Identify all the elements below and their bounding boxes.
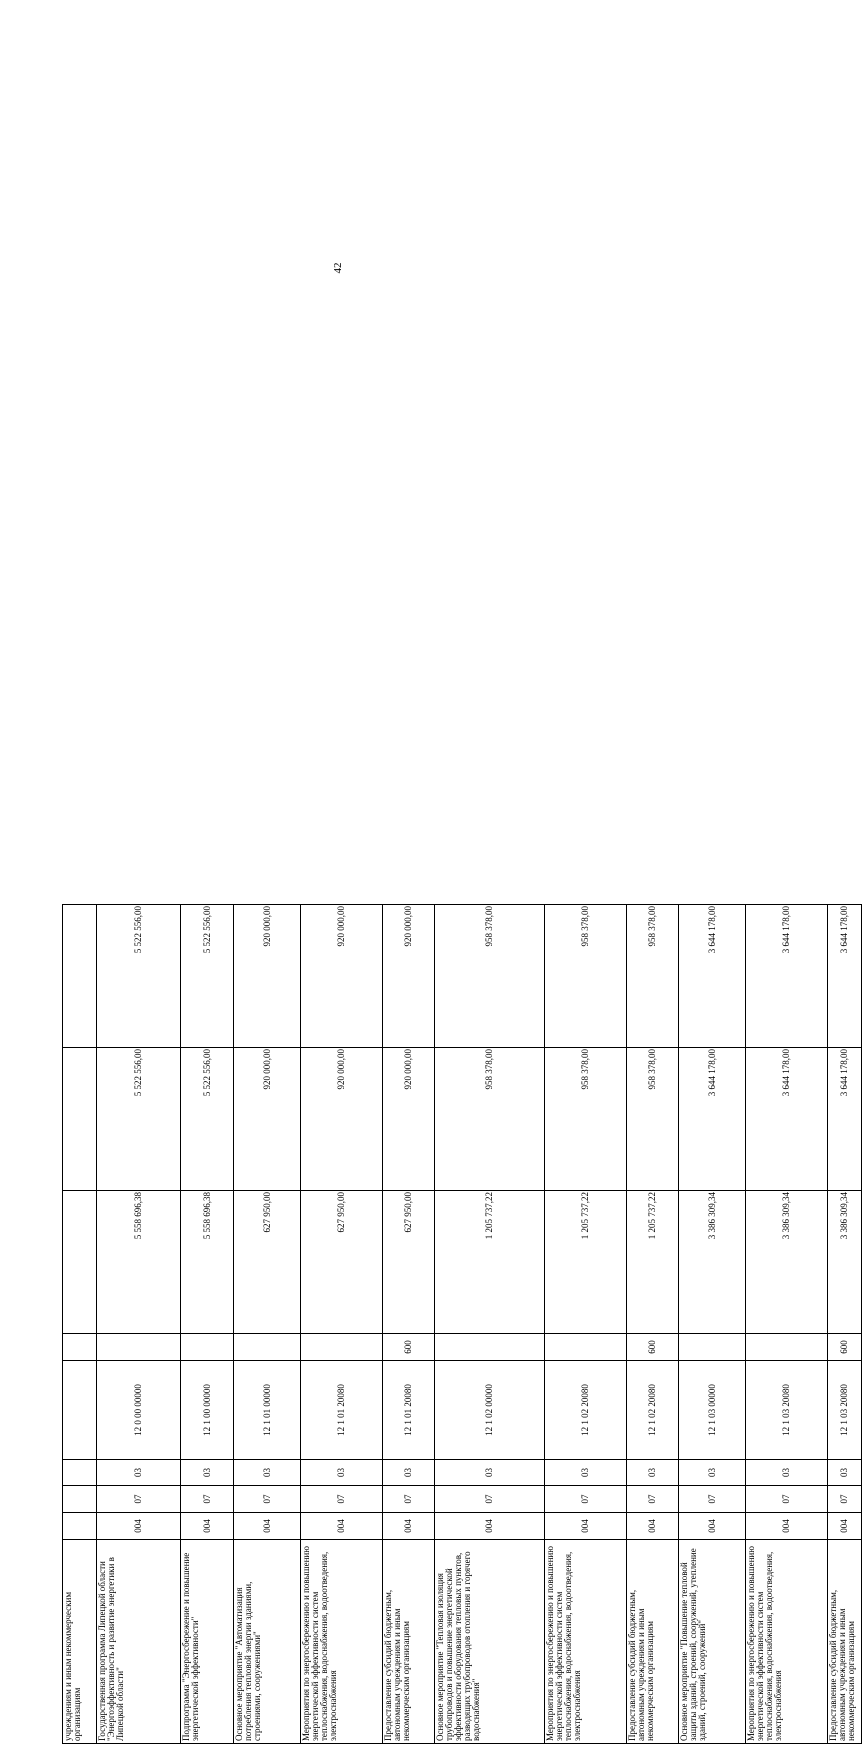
admin-code-cell: 004	[97, 1513, 181, 1540]
amount-3-cell: 920 000,00	[234, 905, 301, 1048]
subsection-code-cell: 03	[181, 1460, 234, 1486]
expense-type-cell: 600	[828, 1334, 862, 1361]
amount-1-cell: 5 558 696,38	[97, 1191, 181, 1334]
section-code-cell	[63, 1486, 97, 1513]
expense-type-cell: 600	[627, 1334, 679, 1361]
row-name-cell: Предоставление субсидий бюджетным, автономным учреждениям и иным некоммерческим организациям	[627, 1540, 679, 1744]
page-number: 42	[332, 262, 344, 274]
expense-type-cell	[63, 1334, 97, 1361]
row-name-cell: Предоставление субсидий бюджетным, автономным учреждениям и иным некоммерческим организациям	[383, 1540, 435, 1744]
section-code-cell: 07	[301, 1486, 383, 1513]
amount-1-cell: 3 386 309,34	[679, 1191, 746, 1334]
table-row	[383, 905, 435, 1744]
section-code-cell: 07	[181, 1486, 234, 1513]
table-row	[679, 905, 746, 1744]
amount-1-cell: 1 205 737,22	[435, 1191, 545, 1334]
table-row	[97, 905, 181, 1744]
admin-code-cell: 004	[828, 1513, 862, 1540]
section-code-cell: 07	[97, 1486, 181, 1513]
table-row	[63, 905, 97, 1744]
section-code-cell: 07	[234, 1486, 301, 1513]
section-code-cell: 07	[383, 1486, 435, 1513]
amount-3-cell: 958 378,00	[627, 905, 679, 1048]
section-code-cell: 07	[828, 1486, 862, 1513]
amount-1-cell: 1 205 737,22	[627, 1191, 679, 1334]
table-row	[234, 905, 301, 1744]
amount-1-cell: 627 950,00	[383, 1191, 435, 1334]
table-row	[301, 905, 383, 1744]
row-name-cell: Государственная программа Липецкой области "Энергоэффективность и развитие энергетики в Липецкой области"	[97, 1540, 181, 1744]
target-article-cell: 12 0 00 00000	[97, 1361, 181, 1460]
amount-3-cell: 920 000,00	[301, 905, 383, 1048]
amount-3-cell: 958 378,00	[435, 905, 545, 1048]
row-name-cell: Основное мероприятие "Повышение тепловой защиты зданий, строений, сооружений, утепление зданий, строений, сооружений"	[679, 1540, 746, 1744]
target-article-cell	[63, 1361, 97, 1460]
amount-3-cell: 5 522 556,00	[97, 905, 181, 1048]
admin-code-cell: 004	[746, 1513, 828, 1540]
section-code-cell: 07	[746, 1486, 828, 1513]
subsection-code-cell: 03	[545, 1460, 627, 1486]
target-article-cell: 12 1 01 20080	[383, 1361, 435, 1460]
subsection-code-cell: 03	[301, 1460, 383, 1486]
amount-1-cell: 3 386 309,34	[828, 1191, 862, 1334]
expense-type-cell	[301, 1334, 383, 1361]
amount-2-cell: 3 644 178,00	[828, 1048, 862, 1191]
amount-1-cell: 627 950,00	[234, 1191, 301, 1334]
target-article-cell: 12 1 03 20080	[828, 1361, 862, 1460]
amount-3-cell: 3 644 178,00	[828, 905, 862, 1048]
admin-code-cell: 004	[301, 1513, 383, 1540]
amount-2-cell: 958 378,00	[435, 1048, 545, 1191]
subsection-code-cell: 03	[746, 1460, 828, 1486]
row-name-cell: Основное мероприятие "Автоматизация потребления тепловой энергии зданиями, строениями, сооружениями"	[234, 1540, 301, 1744]
subsection-code-cell	[63, 1460, 97, 1486]
expense-type-cell	[435, 1334, 545, 1361]
section-code-cell: 07	[627, 1486, 679, 1513]
admin-code-cell: 004	[545, 1513, 627, 1540]
section-code-cell: 07	[435, 1486, 545, 1513]
admin-code-cell	[63, 1513, 97, 1540]
amount-2-cell: 5 522 556,00	[181, 1048, 234, 1191]
amount-1-cell: 1 205 737,22	[545, 1191, 627, 1334]
target-article-cell: 12 1 01 00000	[234, 1361, 301, 1460]
row-name-cell: Мероприятия по энергосбережению и повышению энергетической эффективности систем теплоснабжения, водоснабжения, водоотведения, электроснабжения	[301, 1540, 383, 1744]
amount-2-cell: 958 378,00	[627, 1048, 679, 1191]
subsection-code-cell: 03	[435, 1460, 545, 1486]
subsection-code-cell: 03	[234, 1460, 301, 1486]
amount-2-cell: 958 378,00	[545, 1048, 627, 1191]
expense-type-cell	[181, 1334, 234, 1361]
amount-3-cell: 5 522 556,00	[181, 905, 234, 1048]
target-article-cell: 12 1 00 00000	[181, 1361, 234, 1460]
row-name-cell: Мероприятия по энергосбережению и повышению энергетической эффективности систем теплоснабжения, водоснабжения, водоотведения, электроснабжения	[545, 1540, 627, 1744]
table-body	[63, 905, 862, 1744]
amount-3-cell: 958 378,00	[545, 905, 627, 1048]
target-article-cell: 12 1 03 20080	[746, 1361, 828, 1460]
subsection-code-cell: 03	[828, 1460, 862, 1486]
row-name-cell: Мероприятия по энергосбережению и повышению энергетической эффективности систем теплоснабжения, водоснабжения, водоотведения, электроснабжения	[746, 1540, 828, 1744]
amount-2-cell: 3 644 178,00	[746, 1048, 828, 1191]
target-article-cell: 12 1 02 00000	[435, 1361, 545, 1460]
table-row	[746, 905, 828, 1744]
expense-type-cell	[545, 1334, 627, 1361]
amount-2-cell: 920 000,00	[383, 1048, 435, 1191]
target-article-cell: 12 1 02 20080	[545, 1361, 627, 1460]
admin-code-cell: 004	[435, 1513, 545, 1540]
amount-2-cell: 920 000,00	[234, 1048, 301, 1191]
table-row	[181, 905, 234, 1744]
amount-3-cell: 3 644 178,00	[746, 905, 828, 1048]
subsection-code-cell: 03	[627, 1460, 679, 1486]
amount-1-cell: 627 950,00	[301, 1191, 383, 1334]
budget-table	[62, 904, 862, 1744]
expense-type-cell	[234, 1334, 301, 1361]
admin-code-cell: 004	[181, 1513, 234, 1540]
row-name-cell: Предоставление субсидий бюджетным, автономным учреждениям и иным некоммерческим организациям	[828, 1540, 862, 1744]
admin-code-cell: 004	[627, 1513, 679, 1540]
target-article-cell: 12 1 02 20080	[627, 1361, 679, 1460]
section-code-cell: 07	[545, 1486, 627, 1513]
amount-2-cell: 3 644 178,00	[679, 1048, 746, 1191]
amount-3-cell: 3 644 178,00	[679, 905, 746, 1048]
admin-code-cell: 004	[679, 1513, 746, 1540]
expense-type-cell	[679, 1334, 746, 1361]
expense-type-cell	[746, 1334, 828, 1361]
section-code-cell: 07	[679, 1486, 746, 1513]
table-row	[545, 905, 627, 1744]
table-row	[627, 905, 679, 1744]
row-name-cell: Подпрограмма "Энергосбережение и повышение энергетической эффективности"	[181, 1540, 234, 1744]
admin-code-cell: 004	[383, 1513, 435, 1540]
rotated-table-container	[62, 879, 856, 1744]
row-name-cell: учреждениям и иным некоммерческим организациям	[63, 1540, 97, 1744]
amount-2-cell: 5 522 556,00	[97, 1048, 181, 1191]
subsection-code-cell: 03	[383, 1460, 435, 1486]
subsection-code-cell: 03	[679, 1460, 746, 1486]
amount-1-cell	[63, 1191, 97, 1334]
amount-1-cell: 3 386 309,34	[746, 1191, 828, 1334]
amount-2-cell	[63, 1048, 97, 1191]
subsection-code-cell: 03	[97, 1460, 181, 1486]
expense-type-cell: 600	[383, 1334, 435, 1361]
expense-type-cell	[97, 1334, 181, 1361]
row-name-cell: Основное мероприятие "Тепловая изоляция трубопроводов и повышение энергетической эффективности оборудования тепловых пунктов, разводящих трубопроводов отопления и горячего водоснабжения"	[435, 1540, 545, 1744]
amount-3-cell: 920 000,00	[383, 905, 435, 1048]
admin-code-cell: 004	[234, 1513, 301, 1540]
table-row	[435, 905, 545, 1744]
amount-1-cell: 5 558 696,38	[181, 1191, 234, 1334]
target-article-cell: 12 1 03 00000	[679, 1361, 746, 1460]
amount-2-cell: 920 000,00	[301, 1048, 383, 1191]
target-article-cell: 12 1 01 20080	[301, 1361, 383, 1460]
amount-3-cell	[63, 905, 97, 1048]
table-row	[828, 905, 862, 1744]
